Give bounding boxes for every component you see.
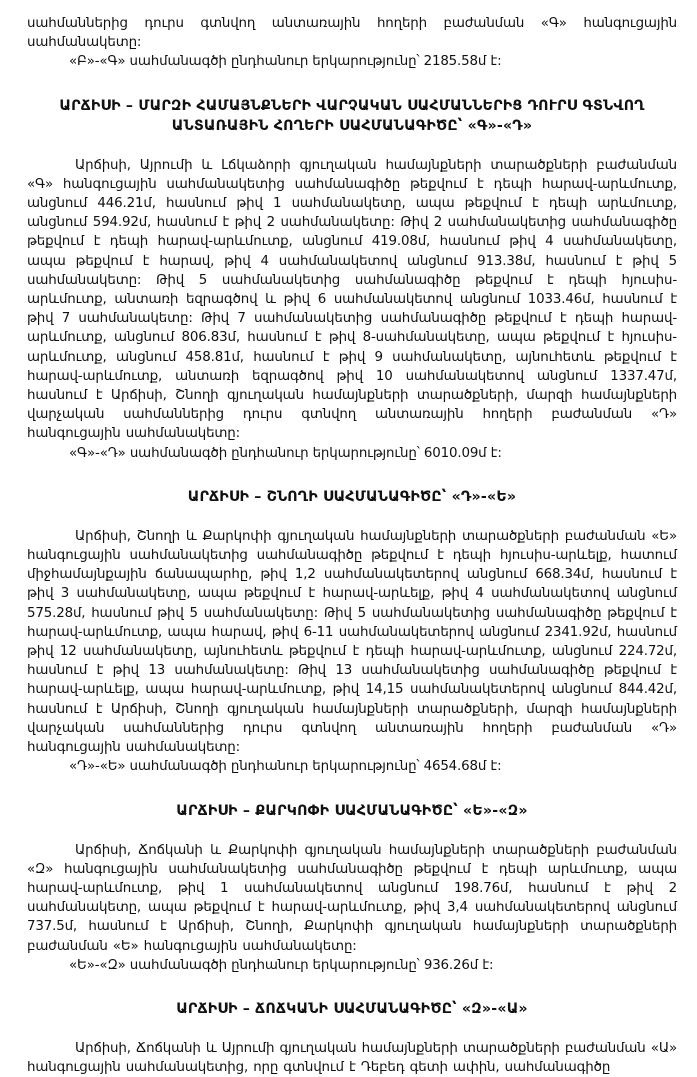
section-z-a — [27, 999, 677, 1077]
section-g-d — [27, 96, 677, 463]
section-body: Արճիսի, Շնողի և Քարկոփի գյուղական համայնքների տարածքների բաժանման «Ե» հանգուցային սահմանակետից սահմանագիծը թեքվում է դեպի հյուսիս-արևելք, հատում միջհամայնքային ճանապարհը, թիվ 1,2 սահմանակետերով անցնում 668.34մ, հասնում է թիվ 3 սահմանակետը, ապա թեքվում է հարավ-արևելք, թիվ 4 սահմանակետով անցնում 575.28մ, հասնում թիվ 5 սահմանակետը: Թիվ 5 սահմանակետից սահմանագիծը թեքվում է հարավ-արևմուտք, ապա հարավ, թիվ 6-11 սահմանակետերով անցնում 2341.92մ, հասնում թիվ 12 սահմանակետը, այնուհետև թեքվում է դեպի հարավ-արևմուտք, անցնում 224.72մ, հասնում է թիվ 13 սահմանակետը: Թիվ 13 սահմանակետից սահմանագիծը թեքվում է հարավ-արևելք, ապա հարավ-արևմուտք, թիվ 14,15 սահմանակետերով անցնում 844.42մ, հասնում է Արճիսի, Շնողի գյուղական համայնքների տարածքների, մարզի համայնքների վարչական սահմաններից դուրս գտնվող անտառային հողերի բաժանման «Դ» հանգուցային սահմանակետը: — [27, 528, 677, 756]
section-heading — [27, 96, 677, 136]
section-d-e — [27, 487, 677, 777]
section-e-z — [27, 801, 677, 975]
section-continuation — [27, 14, 677, 72]
section-heading: ԱՐՃԻՍԻ – ՃՈՃԿԱՆԻ ՍԱՀՄԱՆԱԳԻԾԸ՝ «Զ»-«Ա» — [176, 1000, 528, 1017]
boundary-length-summary: «Դ»-«Ե» սահմանագծի ընդհանուր երկարությունը՝ 4654.68մ է: — [69, 759, 502, 775]
section-heading: ԱՐՃԻՍԻ – ՔԱՐԿՈՓԻ ՍԱՀՄԱՆԱԳԻԾԸ՝ «Ե»-«Զ» — [176, 802, 528, 819]
section-body: Արճիսի, Ճոճկանի և Քարկոփի գյուղական համայնքների տարածքների բաժանման «Զ» հանգուցային սահմանակետից սահմանագիծը թեքվում է դեպի արևմուտք, ապա հարավ-արևմուտք, թիվ 1 սահմանակետով անցնում 198.76մ, հասնում է թիվ 2 սահմանակետը, ապա թեքվում է հարավ-արևմուտք, թիվ 3,4 սահմանակետերով անցնում 737.5մ, հասնում է Արճիսի, Շնողի, Քարկոփի գյուղական համայնքների տարածքների բաժանման «Ե» հանգուցային սահմանակետը: — [27, 842, 677, 954]
section-heading: ԱՐՃԻՍԻ – ՇՆՈՂԻ ՍԱՀՄԱՆԱԳԻԾԸ՝ «Դ»-«Ե» — [187, 488, 517, 505]
boundary-length-summary: «Գ»-«Դ» սահմանագծի ընդհանուր երկարությունը՝ 6010.09մ է: — [69, 445, 502, 461]
section-body: Արճիսի, Այրումի և Լճկաձորի գյուղական համայնքների տարածքների բաժանման «Գ» հանգուցային սահմանակետից սահմանագիծը թեքվում է դեպի հարավ-արևմուտք, անցնում 446.21մ, հասնում թիվ 1 սահմանակետը, ապա թեքվում է դեպի արևմուտք, անցնում 594.92մ, հասնում է թիվ 2 սահմանակետը: Թիվ 2 սահմանակետից սահմանագիծը թեքվում է դեպի հարավ-արևմուտք, անցնում 419.08մ, հասնում թիվ 4 սահմանակետը, ապա թեքվում է հարավ, թիվ 4 սահմանակետով անցնում 913.38մ, հասնում է թիվ 5 սահմանակետը: Թիվ 5 սահմանակետից սահմանագիծը թեքվում է դեպի հյուսիս-արևմուտք, անտառի եզրագծով և թիվ 6 սահմանակետով անցնում 1033.46մ, հասնում է թիվ 7 սահմանակետը: Թիվ 7 սահմանակետից սահմանագիծը թեքվում է դեպի հարավ-արևմուտք, անցնում 806.83մ, հասնում է թիվ 8-սահմանակետը, ապա թեքվում է հյուսիս-արևմուտք, անցնում 458.81մ, հասնում է թիվ 9 սահմանակետը, այնուհետև թեքվում է հարավ-արևմուտք, անտառի եզրագծով թիվ 10 սահմանակետով անցնում 1337.47մ, հասնում է Արճիսի, Շնողի գյուղական համայնքների տարածքների, մարզի համայնքների վարչական սահմաններից դուրս գտնվող անտառային հողերի բաժանման «Դ» հանգուցային սահմանակետը: — [27, 157, 677, 442]
paragraph-tail: սահմաններից դուրս գտնվող անտառային հողերի բաժանման «Գ» հանգուցային սահմանակետը: — [27, 16, 677, 51]
section-heading-line2: ԱՆՏԱՌԱՅԻՆ ՀՈՂԵՐԻ ՍԱՀՄԱՆԱԳԻԾԸ՝ «Գ»-«Դ» — [171, 117, 533, 134]
boundary-length-summary: «Ե»-«Զ» սահմանագծի ընդհանուր երկարությունը՝ 936.26մ է: — [69, 957, 494, 973]
boundary-length-summary: «Բ»-«Գ» սահմանագծի ընդհանուր երկարությունը՝ 2185.58մ է: — [69, 54, 502, 70]
section-heading-line1: ԱՐՃԻՍԻ – ՄԱՐԶԻ ՀԱՄԱՅՆՔՆԵՐԻ ՎԱՐՉԱԿԱՆ ՍԱՀՄԱՆՆԵՐԻՑ ԴՈՒՐՍ ԳՏՆՎՈՂ — [59, 97, 645, 114]
section-body: Արճիսի, Ճոճկանի և Այրումի գյուղական համայնքների տարածքների բաժանման «Ա» հանգուցային սահմանակետից, որը գտնվում է Դեբեդ գետի ափին, սահմանագիծը — [27, 1040, 677, 1076]
